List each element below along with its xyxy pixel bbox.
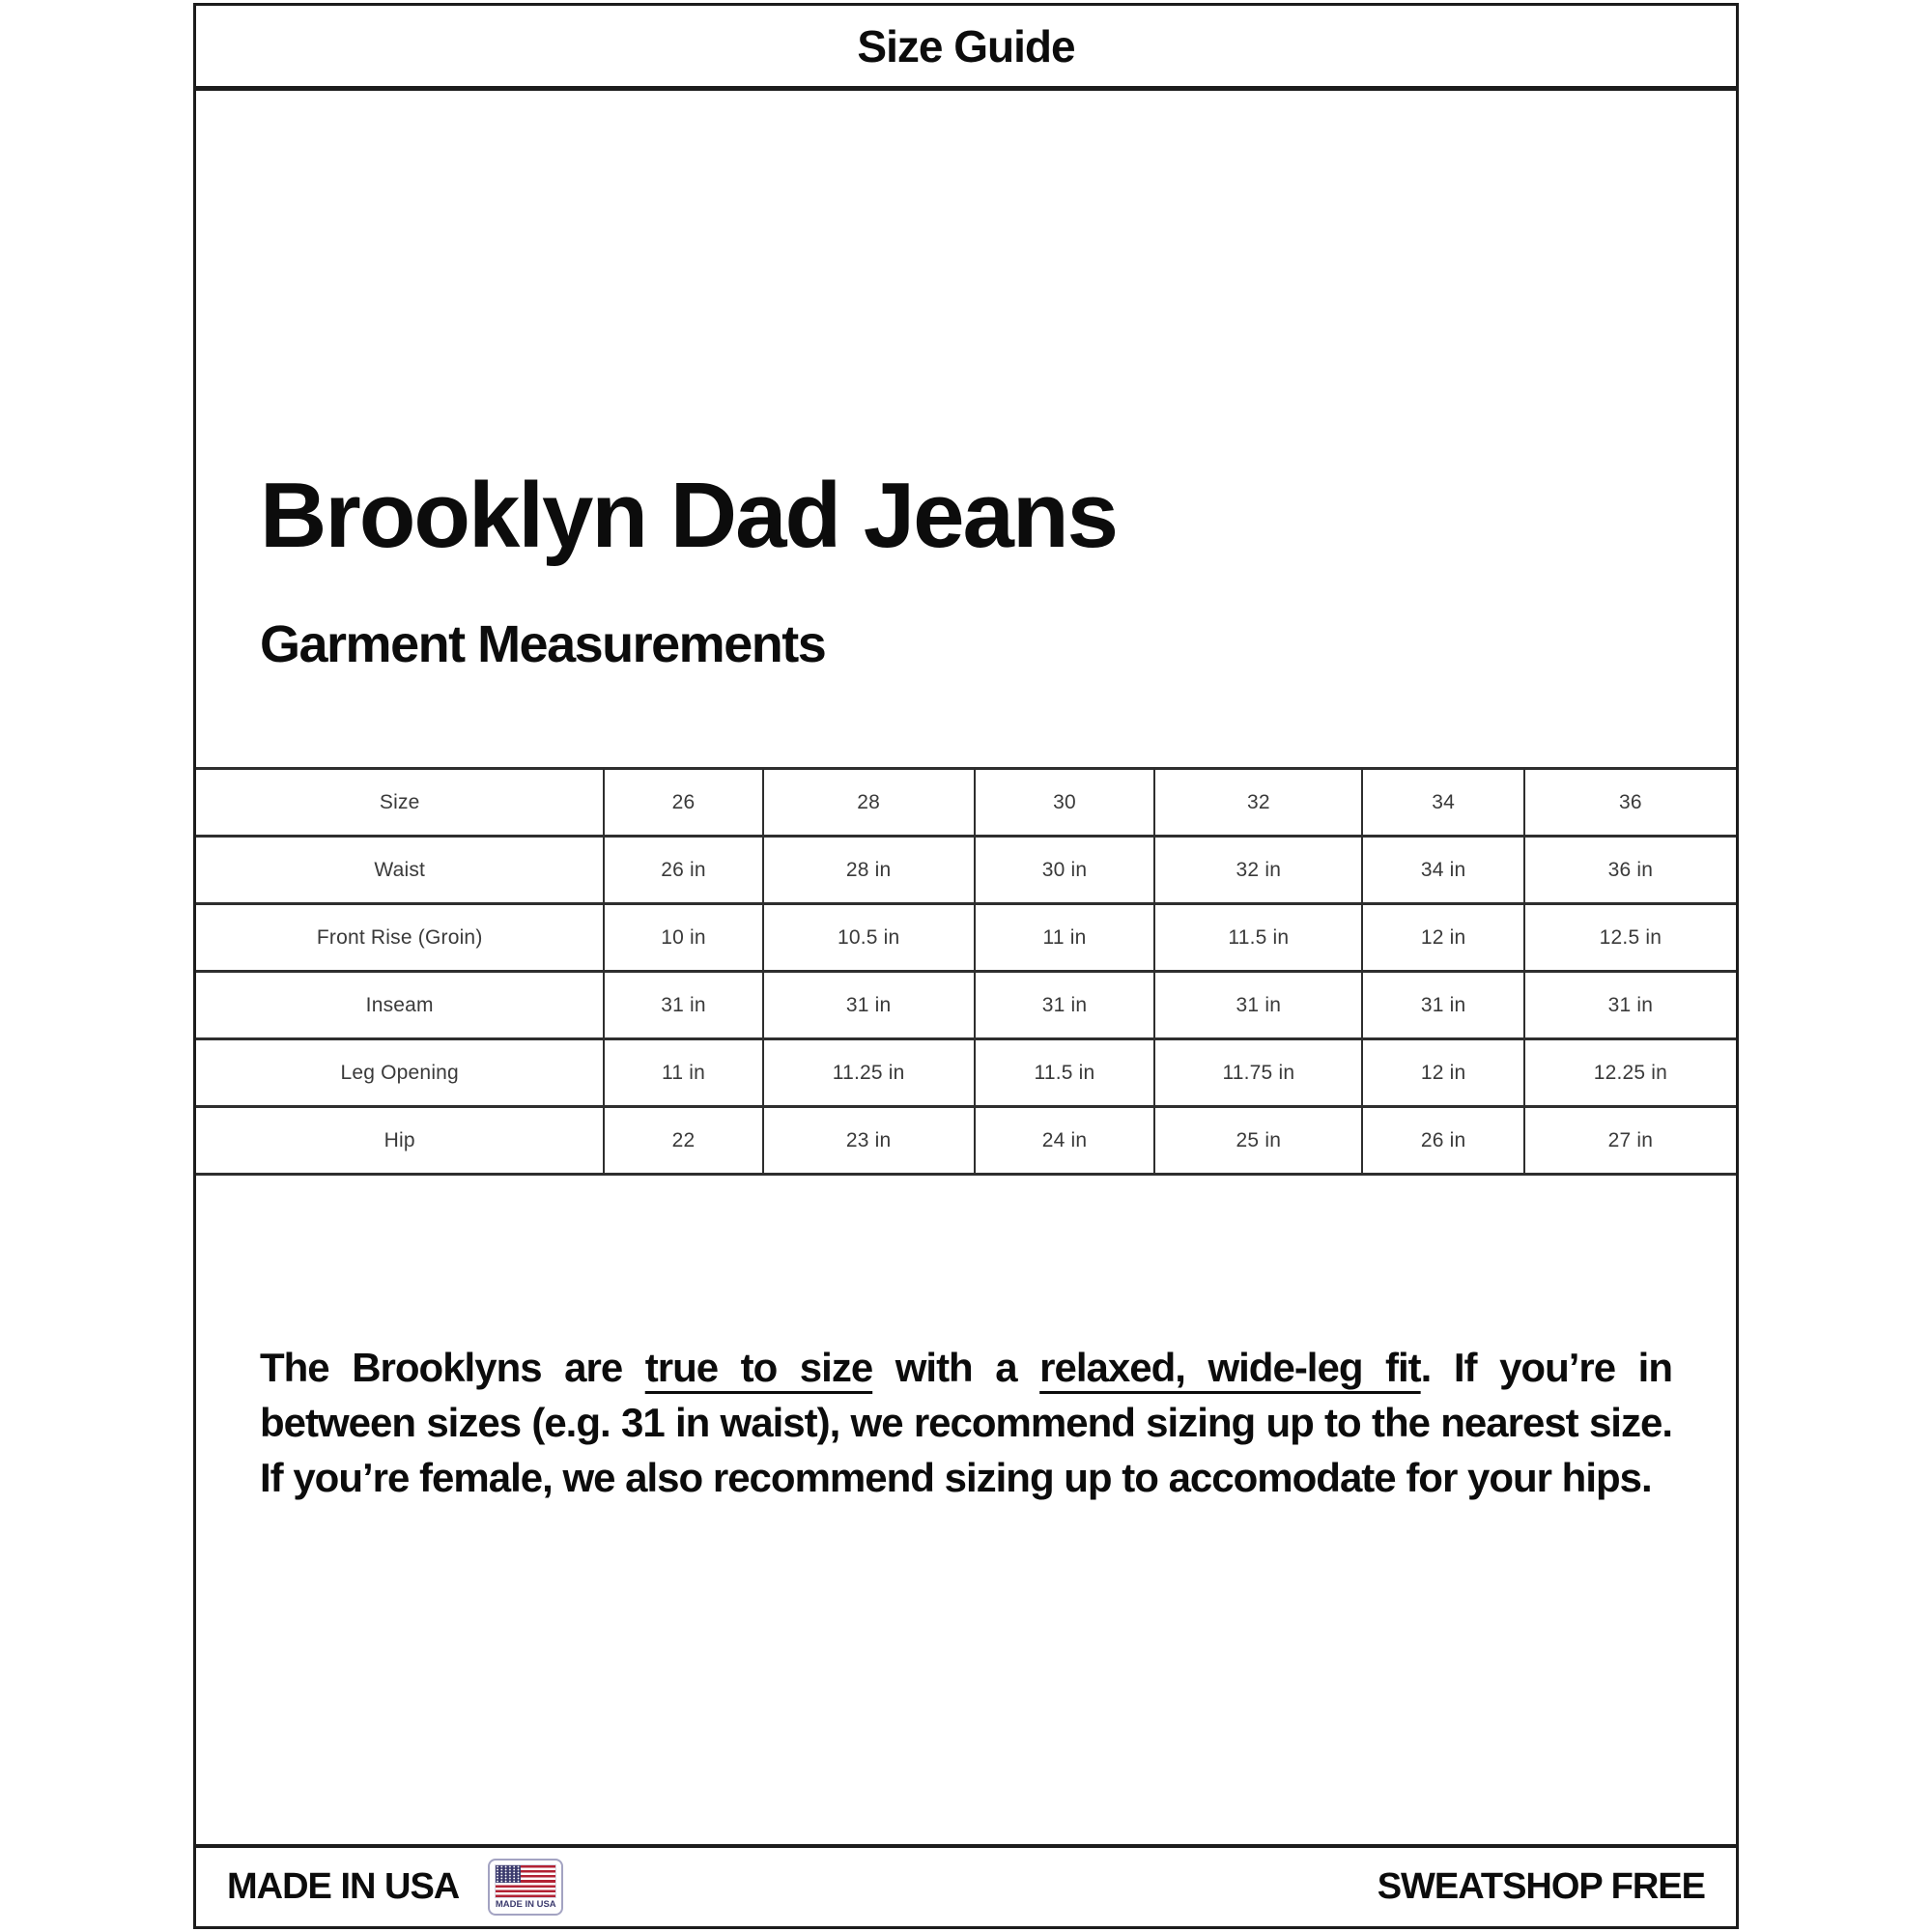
value-cell: 12.5 in [1524,904,1736,972]
size-guide-body [196,91,1736,1844]
value-cell: 11.5 in [1154,904,1362,972]
made-in-usa-label: MADE IN USA [227,1866,460,1907]
value-cell: 31 in [1524,972,1736,1039]
value-cell: 32 in [1154,837,1362,904]
value-cell: 11 in [604,1039,762,1107]
value-cell: 11 in [975,904,1154,972]
made-in-usa-group [227,1859,563,1916]
row-label-cell: Waist [196,837,604,904]
size-guide-panel [193,3,1739,1929]
value-cell: 28 in [763,837,975,904]
value-cell: 36 [1524,769,1736,837]
value-cell: 31 in [604,972,762,1039]
value-cell: 10 in [604,904,762,972]
underlined-text: true to size [644,1345,873,1390]
row-label-cell: Size [196,769,604,837]
row-label-cell: Leg Opening [196,1039,604,1107]
value-cell: 28 [763,769,975,837]
value-cell: 31 in [1362,972,1523,1039]
table-row [196,769,1736,837]
table-row [196,904,1736,972]
size-guide-title: Size Guide [857,20,1075,71]
value-cell: 26 [604,769,762,837]
usa-flag-icon [488,1859,563,1916]
section-title: Garment Measurements [260,615,826,673]
row-label-cell: Front Rise (Groin) [196,904,604,972]
value-cell: 11.75 in [1154,1039,1362,1107]
table-row [196,972,1736,1039]
measurements-table [196,767,1736,1176]
value-cell: 30 in [975,837,1154,904]
usa-flag-caption: MADE IN USA [495,1899,556,1910]
value-cell: 31 in [763,972,975,1039]
value-cell: 27 in [1524,1107,1736,1175]
value-cell: 11.5 in [975,1039,1154,1107]
table-row [196,837,1736,904]
usa-flag-stripes [496,1865,555,1897]
value-cell: 34 in [1362,837,1523,904]
usa-flag-canton [496,1865,521,1883]
value-cell: 25 in [1154,1107,1362,1175]
value-cell: 34 [1362,769,1523,837]
text-segment: with a [872,1345,1040,1390]
value-cell: 11.25 in [763,1039,975,1107]
table-row [196,1107,1736,1175]
row-label-cell: Inseam [196,972,604,1039]
value-cell: 26 in [1362,1107,1523,1175]
value-cell: 31 in [975,972,1154,1039]
value-cell: 31 in [1154,972,1362,1039]
value-cell: 22 [604,1107,762,1175]
value-cell: 12 in [1362,1039,1523,1107]
value-cell: 10.5 in [763,904,975,972]
value-cell: 24 in [975,1107,1154,1175]
value-cell: 12 in [1362,904,1523,972]
value-cell: 23 in [763,1107,975,1175]
value-cell: 12.25 in [1524,1039,1736,1107]
text-segment: . If you’re in between sizes (e.g. 31 in waist), we recommend sizing up to the nearest size. If you’re female, we also recommend sizing up to accomodate for your hips. [260,1345,1672,1500]
text-segment: The Brooklyns are [260,1345,645,1390]
underlined-text: relaxed, wide-leg fit [1039,1345,1421,1390]
product-title: Brooklyn Dad Jeans [260,464,1117,567]
size-guide-header [196,6,1736,91]
value-cell: 26 in [604,837,762,904]
footer-bar [196,1844,1736,1926]
table-row [196,1039,1736,1107]
fit-description [260,1340,1672,1505]
value-cell: 36 in [1524,837,1736,904]
value-cell: 30 [975,769,1154,837]
value-cell: 32 [1154,769,1362,837]
sweatshop-free-label: SWEATSHOP FREE [1377,1866,1705,1907]
row-label-cell: Hip [196,1107,604,1175]
